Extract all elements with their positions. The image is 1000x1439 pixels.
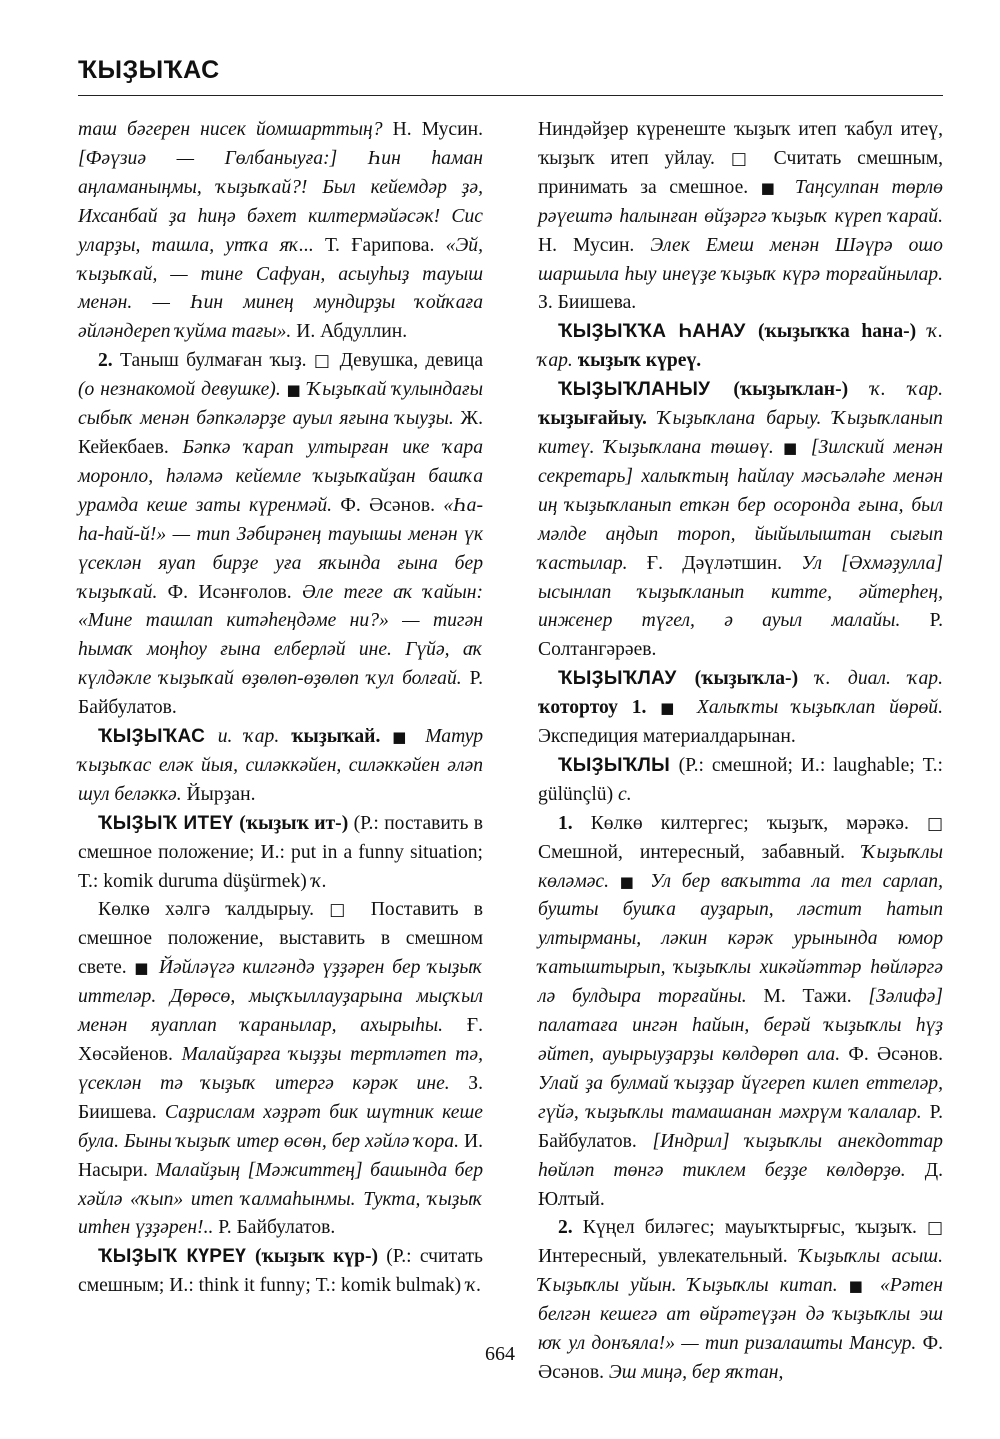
- italic-run: ҡ.: [466, 1275, 482, 1297]
- text-run: И. Насыри.: [78, 1130, 483, 1181]
- headword: ҠЫҘЫҠЛАНЫУ: [558, 379, 734, 401]
- italic-run: и. ҡар.: [217, 726, 292, 748]
- example-marker-icon: ■: [609, 872, 651, 891]
- italic-run: Таңсулпан төрлө рәүештә һалынған өйҙәргә ҡыҙыҡ күреп ҡарай.: [538, 176, 943, 227]
- text-run: Ғ. Дәүләтшин.: [646, 552, 802, 574]
- headword: ҠЫҘЫҠ КҮРЕҮ: [98, 1246, 256, 1268]
- italic-run: «Рәтен белгән кешегә ат өйрәтеүҙән дә ҡыҙыҡлы эш юҡ ул донъяла!» — тип ризалашты Мансур.: [538, 1275, 943, 1355]
- italic-run: Матур ҡыҙыҡас еләк йыя, силәккәйен, силәккәйен әләп шул беләккә.: [78, 726, 483, 805]
- russian-marker-icon: □: [730, 148, 758, 169]
- italic-run: Улай ҙа булмай ҡыҙҙар йүгереп килеп еттеләр, гүйә, ҡыҙыҡлы тамашанан мәхрүм ҡалалар.: [538, 1072, 943, 1123]
- bold-run: ҡыҙыҡай.: [291, 726, 381, 748]
- bold-run: ҡыҙыҡ күреү.: [577, 350, 702, 372]
- text-run: З. Биишева.: [538, 292, 637, 314]
- text-run: Девушка, девица: [332, 350, 484, 372]
- entry-kyzyklau: [538, 665, 943, 752]
- italic-run: ҡ. диал. ҡар.: [815, 668, 943, 690]
- text-run: Йырҙан.: [186, 783, 256, 805]
- text-run: Считать смешным, принимать за смешное.: [538, 147, 943, 198]
- text-run: (Р.: смешной; И.: laughable; Т.: gülünçlü): [538, 754, 943, 805]
- entry-kyzyklanyu: [538, 376, 943, 665]
- text-run: Р. Байбулатов.: [78, 668, 483, 719]
- example-marker-icon: ■: [837, 1277, 880, 1296]
- bold-run: (ҡыҙыҡ ит-): [239, 812, 354, 834]
- italic-run: Ул [Әхмәҙулла] ысынлап ҡыҙыҡланып китте, әйтерһең, инженер түгел, ә ауыл малайы.: [538, 552, 943, 632]
- text-run: Көлкө хәлгә ҡалдырыу.: [98, 899, 330, 921]
- headword: ҠЫҘЫҠАС: [98, 726, 218, 748]
- italic-run: «Һа-һа-һай-й!» — тип Зәбирәнең тауышы менән үк үсеклән яуап бирҙе уға яҡында ғына бер ҡыҙыҡай.: [78, 494, 483, 603]
- text-run: Н. Мусин.: [392, 119, 483, 140]
- bold-run: ҡыҙығайыу.: [538, 408, 658, 430]
- example-marker-icon: ■: [748, 178, 795, 197]
- italic-run: [Индрил] ҡыҙыҡлы анекдоттар һөйләп төнгә тиклем беҙҙе көлдөрҙө.: [538, 1130, 943, 1181]
- headword: ҠЫҘЫҠ ИТЕҮ: [98, 812, 240, 834]
- entry-kyzyk-iteu-definition: [78, 896, 483, 1243]
- text-run: Күңел биләгес; мауыҡтырғыс, ҡыҙыҡ.: [582, 1217, 927, 1239]
- text-run: Таныш булмаған ҡыҙ.: [119, 350, 314, 372]
- bold-run: ҡотортоу 1.: [538, 697, 647, 719]
- italic-run: Халыҡты ҡыҙыҡлап йөрөй.: [696, 697, 943, 719]
- entry-kyzyk-iteu: [78, 810, 483, 897]
- example-marker-icon: ■: [126, 959, 159, 978]
- right-column: [538, 116, 943, 1388]
- page-number: 664: [485, 1343, 515, 1365]
- italic-run: Саҙрислам хәҙрәт бик шүтник кеше булa. Быны ҡыҙыҡ итер өсөн, бер хәйлә ҡора.: [78, 1101, 483, 1152]
- text-run: (Р.: поставить в смешное положение; И.: put in a funny situation; Т.: komik duruma düşürmek): [78, 812, 483, 892]
- example-marker-icon: ■: [380, 728, 426, 747]
- text-run: (Р.: считать смешным; И.: think it funny; Т.: komik bulmak): [78, 1246, 483, 1297]
- example-marker-icon: ■: [773, 438, 811, 457]
- text-run: Ғ. Хөсәйенов.: [78, 1015, 483, 1065]
- running-head: ҠЫҘЫҠАС: [78, 56, 220, 84]
- italic-run: ҡ. ҡар.: [538, 321, 943, 372]
- entry-kyzykas: [78, 723, 483, 810]
- italic-run: ҡ. ҡар.: [870, 379, 943, 401]
- entry-kyzykka-hanau: [538, 318, 943, 376]
- bold-run: 2.: [98, 350, 120, 372]
- italic-run: Ул бер ваҡытта ла тел сарлап, бушты бушҡа ауҙарып, ләстит һатып ултырманы, ләкин кәрәк урынында юмор ҡатыштырып, ҡыҙыҡлы хикәйәттәр һөйләргә лә булдыра торғайны.: [538, 870, 943, 1008]
- entry-kyzykly: [538, 752, 943, 810]
- entry-continuation: [78, 116, 483, 347]
- sense-2: [78, 347, 483, 723]
- text-run: И. Абдуллин.: [296, 321, 408, 343]
- headword: ҠЫҘЫҠҠА ҺАНАУ: [558, 321, 758, 343]
- headword: ҠЫҘЫҠЛЫ: [558, 754, 679, 776]
- italic-run: ҡ.: [311, 870, 327, 892]
- text-run: Экспедиция материалдарынан.: [538, 726, 796, 748]
- italic-run: Әле теге аҡ ҡайын: «Мине ташлап китәһеңдәме ни?» — тигән һымаҡ моңһоу ғына елберләй ине. Гүйә, аҡ күлдәкле ҡыҙыҡай өҙөлөп-өҙөлөп ҡул болғай.: [78, 581, 483, 690]
- text-run: Р. Солтангәрәев.: [538, 610, 943, 661]
- text-run: Р. Байбулатов.: [218, 1217, 336, 1239]
- text-run: М. Тажи.: [763, 986, 869, 1008]
- italic-run: Эш миңә, бер яҡтан,: [608, 1361, 784, 1383]
- bold-run: 1.: [558, 812, 591, 834]
- bold-run: 2.: [558, 1217, 583, 1239]
- bold-run: (ҡыҙыҡ күр-): [255, 1246, 387, 1268]
- russian-marker-icon: □: [926, 813, 943, 834]
- entry-kyzykly-sense-1: [538, 810, 943, 1215]
- italic-run: Элек Емеш менән Шәүрә ошо шаршыла һыу инеүҙе ҡыҙыҡ күрә торғайнылар.: [538, 234, 943, 285]
- italic-run: Бәпкә ҡарап ултырған ике ҡара моронло, һәләмә кейемле ҡыҙыҡайҙан башҡа урамда кеше заты күренмәй.: [78, 436, 483, 516]
- text-run: Ниндәйҙер күренеште ҡыҙыҡ итеп ҡабул итеү, ҡыҙыҡ итеп уйлау.: [538, 119, 943, 169]
- russian-marker-icon: □: [329, 900, 356, 921]
- left-column: [78, 116, 483, 1301]
- italic-run: [Зәлифә] палатаға ингән һайын, берәй ҡыҙыҡлы һүҙ әйтеп, ауырыуҙарҙы көлдөрөп ала.: [538, 986, 943, 1065]
- italic-run: «Эй, ҡыҙыҡай, — тине Сафуан, асыуһыҙ тауыш менән. — Һин минең мундирҙы ҡойҡаға әйләндереп ҡуйма тағы».: [78, 234, 483, 343]
- text-run: Д. Юлтый.: [538, 1159, 943, 1210]
- text-run: З. Биишева.: [78, 1072, 483, 1123]
- entry-kyzyk-kureu-definition: [538, 116, 943, 318]
- text-run: Н. Мусин.: [538, 234, 651, 256]
- russian-marker-icon: □: [926, 1218, 943, 1239]
- text-run: Ф. Исәнғолов.: [167, 581, 302, 603]
- text-run: Көлкө килтергес; ҡыҙыҡ, мәрәкә.: [590, 812, 927, 834]
- text-run: Ф. Әсәнов.: [848, 1044, 943, 1065]
- headword: ҠЫҘЫҠЛАУ: [558, 668, 695, 690]
- text-run: Смешной, интересный, забавный.: [538, 841, 862, 863]
- text-run: Ж. Кейекбаев.: [78, 408, 483, 458]
- bold-run: (ҡыҙыҡла-): [694, 668, 816, 690]
- bold-run: (ҡыҙыҡҡа һана-): [757, 321, 928, 343]
- text-run: Поставить в смешное положение, выставить в смешном свете.: [78, 899, 483, 979]
- example-marker-icon: ■: [280, 381, 308, 400]
- text-run: Ф. Әсәнов.: [340, 494, 444, 516]
- italic-run: Йәйләүгә килгәндә үҙҙәрен бер ҡыҙыҡ иттеләр. Дөрөсө, мыҫҡыллауҙарына мыҫҡыл менән яуаплап ҡаранылар, ахырыһы.: [78, 957, 483, 1037]
- italic-run: Ҡыҙыҡай ҡулындағы сыбыҡ менән бәпкәләрҙе ауыл яғына ҡыуҙы.: [78, 379, 483, 430]
- italic-run: Ҡыҙыҡлы асыш. Ҡыҙыҡлы уйын. Ҡыҙыҡлы китап.: [538, 1246, 943, 1297]
- italic-run: [Фәүзиә — Гөлбаныуға:] Һин һаман аңламаныңмы, ҡыҙыҡай?! Был кейемдәр ҙә, Ихсанбай ҙа һиңә бәхет килтермәйәсәк! Сис уларҙы, ташла, утҡа яҡ...: [78, 147, 483, 256]
- italic-run: (о незнакомой девушке).: [78, 379, 281, 401]
- italic-run: Малайҙарға ҡыҙҙы тертләтеп тә, үсеклән тә ҡыҙыҡ итергә кәрәк ине.: [78, 1044, 484, 1094]
- example-marker-icon: ■: [646, 699, 697, 718]
- italic-run: Ҡыҙыҡлана барыу. Ҡыҙыҡланып китеү. Ҡыҙыҡлана төшөү.: [538, 408, 943, 458]
- italic-run: Малайҙың [Мәжиттең] башында бер хәйлә «ҡып» итеп ҡалмаһынмы. Тукта, ҡыҙыҡ итһен үҙҙәрен!..: [78, 1159, 483, 1239]
- italic-run: Ҡыҙыҡлы көләмәс.: [538, 841, 943, 892]
- text-run: Интересный, увлекательный.: [538, 1246, 800, 1268]
- russian-marker-icon: □: [313, 351, 333, 372]
- bold-run: (ҡыҙыҡлан-): [733, 379, 871, 401]
- italic-run: с.: [618, 783, 632, 805]
- header-rule: [78, 95, 943, 96]
- italic-run: таш бәгерен нисек йомшарттың?: [78, 119, 393, 140]
- italic-run: [Зилский менән секретарь] халыҡтың һайлау мәсьәләһе менән иң ҡыҙыҡланып еткән бер осоронда ғына, был мәлде аңдып тороп, йыйылыштан сығып ҡастылар.: [538, 436, 943, 574]
- text-run: Т. Ғарипова.: [325, 234, 446, 256]
- text-run: Р. Байбулатов.: [538, 1101, 943, 1152]
- entry-kyzyk-kureu: [78, 1243, 483, 1301]
- text-run: Ф. Әсәнов.: [538, 1333, 943, 1383]
